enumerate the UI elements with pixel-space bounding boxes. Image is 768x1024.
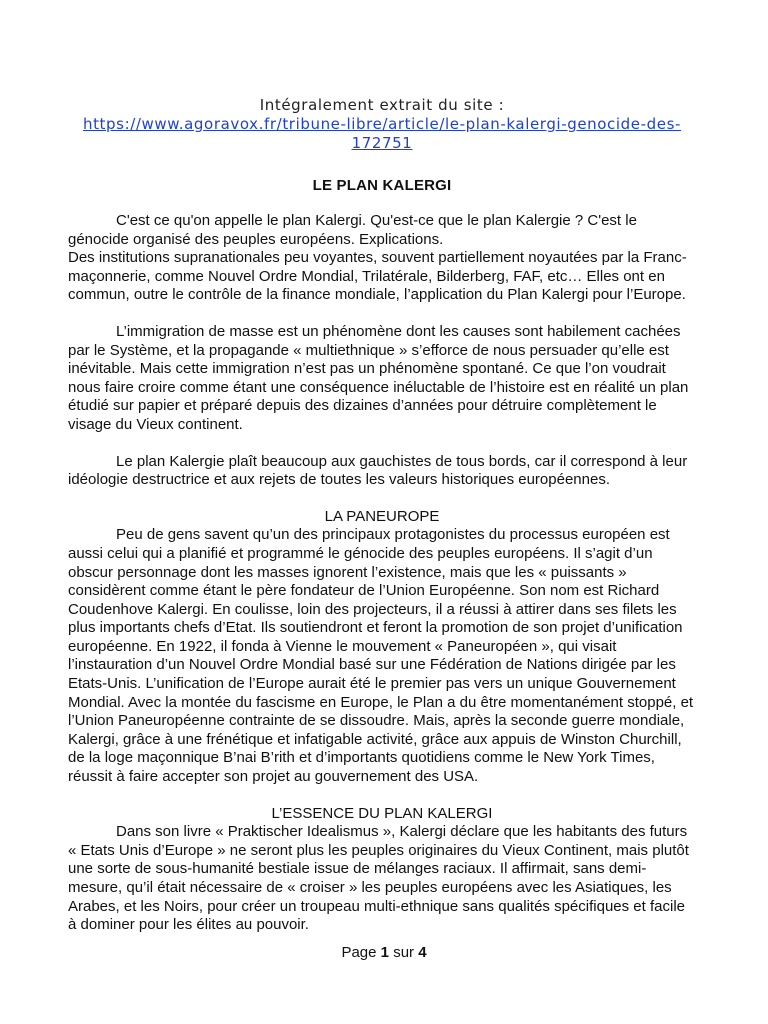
section-heading-essence: L’ESSENCE DU PLAN KALERGI [271,804,493,822]
intro-paragraph-2: Des institutions supranationales peu voyantes, souvent partiellement noyautées par la Franc-maçonnerie, comme Nouvel Ordre Mondial, Trilatérale, Bilderberg, FAF, etc… Elles ont en commun, outre le contrôle de la finance mondiale, l’application du Plan Kalergi pour l’Europe. [68,249,687,304]
document-title: LE PLAN KALERGI [312,177,452,194]
footer-of-word: sur [393,944,415,961]
footer-page-current: 1 [380,944,390,961]
source-link[interactable]: https://www.agoravox.fr/tribune-libre/article/le-plan-kalergi-genocide-des-172751 [82,115,682,152]
page-footer [0,944,768,961]
paneurope-paragraph: Peu de gens savent qu’un des principaux protagonistes du processus européen est aussi celui qui a planifié et programmé le génocide des peuples européens. Il s’agit d’un obscur personnage dont les masses ignorent l’existence, mais que les « puissants » considèrent comme étant le père fondateur de l’Union Européenne. Son nom est Richard Coudenhove Kalergi. En coulisse, loin des projecteurs, il a réussi à attirer dans ses filets les plus importants chefs d’Etat. Ils soutiendront et feront la promotion de son projet d’unification européenne. En 1922, il fonda à Vienne le mouvement « Paneuropéen », qui visait l’instauration d’un Nouvel Ordre Mondial basé sur une Fédération de Nations dirigée par les Etats-Unis. L’unification de l’Europe aurait été le premier pas vers un unique Gouvernement Mondial. Avec la montée du fascisme en Europe, le Plan a du être momentanément stoppé, et l’Union Paneuropéenne contrainte de se dissoudre. Mais, après la seconde guerre mondiale, Kalergi, grâce à une frénétique et infatigable activité, grâce aux appuis de Winston Churchill, de la loge maçonnique B’nai B’rith et d’importants quotidiens comme le New York Times, réussit à faire accepter son projet au gouvernement des USA. [68,526,694,786]
source-label: Intégralement extrait du site : [259,96,505,114]
intro-paragraph-4: Le plan Kalergie plaît beaucoup aux gauchistes de tous bords, car il correspond à leur idéologie destructrice et aux rejets de toutes les valeurs historiques européennes. [68,452,688,489]
footer-page-total: 4 [418,944,427,961]
intro-paragraph-1: C'est ce qu'on appelle le plan Kalergi. Qu'est-ce que le plan Kalergie ? C'est le génocide organisé des peuples européens. Explications. [68,212,637,248]
section-heading-paneurope: LA PANEUROPE [324,507,440,525]
essence-paragraph: Dans son livre « Praktischer Idealismus », Kalergi déclare que les habitants des futurs « Etats Unis d’Europe » ne seront plus les peuples originaires du Vieux Continent, mais plutôt une sorte de sous-humanité bestiale issue de mélanges raciaux. Il affirmait, sans demi-mesure, qu’il était nécessaire de « croiser » les peuples européens avec les Asiatiques, les Arabes, et les Noirs, pour créer un troupeau multi-ethnique sans qualités spécifiques et facile à dominer pour les élites au pouvoir. [68,823,689,934]
footer-page-word: Page [341,944,377,961]
source-block [68,96,696,153]
intro-paragraph-3: L’immigration de masse est un phénomène dont les causes sont habilement cachées par le Système, et la propagande « multiethnique » s’efforce de nous persuader qu’elle est inévitable. Mais cette immigration n’est pas un phénomène spontané. Ce que l’on voudrait nous faire croire comme étant une conséquence inéluctable de l’histoire est en réalité un plan étudié sur papier et préparé depuis des dizaines d’années pour détruire complètement le visage du Vieux continent. [68,322,689,433]
